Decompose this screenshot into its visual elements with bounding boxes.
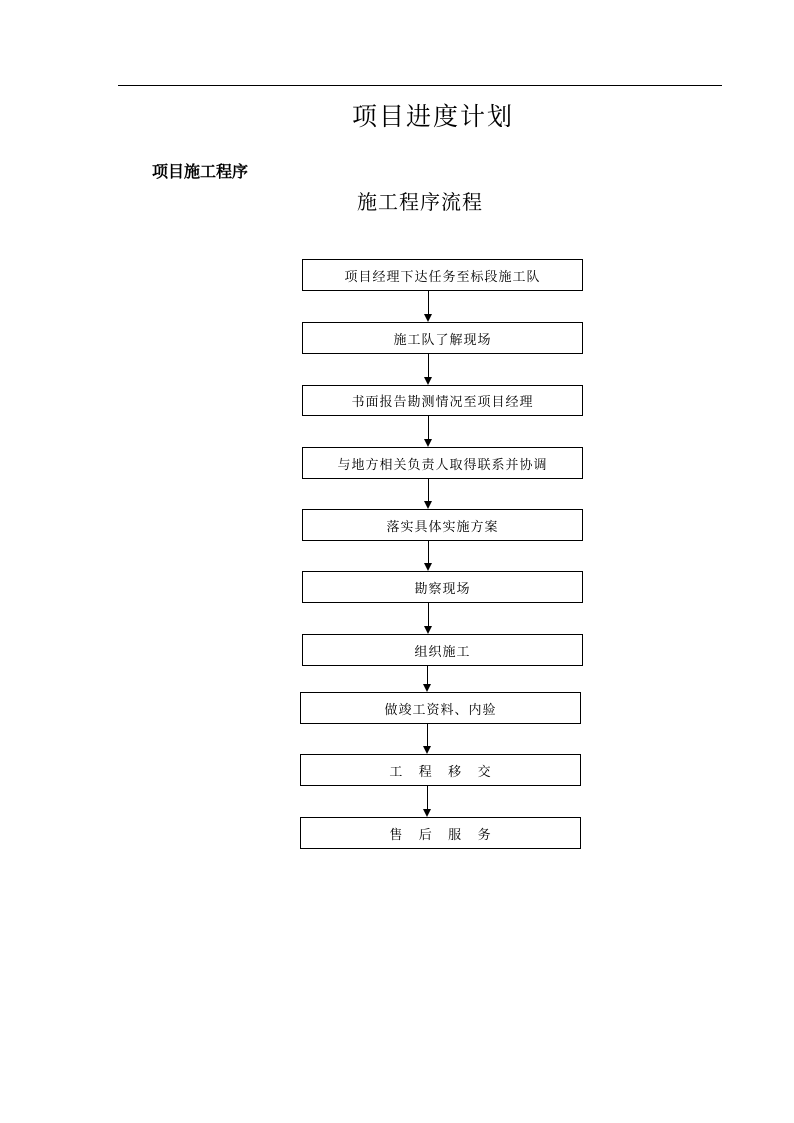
flow-arrow-7 xyxy=(427,666,428,684)
flow-arrow-5 xyxy=(428,541,429,563)
flow-step-6: 勘察现场 xyxy=(302,571,583,603)
flow-arrowhead-7 xyxy=(423,684,431,692)
flow-arrowhead-2 xyxy=(424,377,432,385)
flow-step-7: 组织施工 xyxy=(302,634,583,666)
flow-arrowhead-5 xyxy=(424,563,432,571)
flow-arrow-1 xyxy=(428,291,429,314)
flow-arrow-6 xyxy=(428,603,429,626)
flow-step-3: 书面报告勘测情况至项目经理 xyxy=(302,385,583,416)
flow-arrowhead-8 xyxy=(423,746,431,754)
document-title: 项目进度计划 xyxy=(351,102,514,131)
flow-arrowhead-6 xyxy=(424,626,432,634)
flow-arrow-9 xyxy=(427,786,428,809)
flow-step-9: 工 程 移 交 xyxy=(300,754,581,786)
flow-arrowhead-9 xyxy=(423,809,431,817)
flow-step-5: 落实具体实施方案 xyxy=(302,509,583,541)
flow-arrowhead-4 xyxy=(424,501,432,509)
header-rule xyxy=(118,85,722,86)
flowchart-title: 施工程序流程 xyxy=(357,190,483,214)
flow-arrow-3 xyxy=(428,416,429,439)
flow-arrowhead-1 xyxy=(424,314,432,322)
flow-arrowhead-3 xyxy=(424,439,432,447)
flow-arrow-8 xyxy=(427,724,428,746)
flow-arrow-2 xyxy=(428,354,429,377)
flow-step-10: 售 后 服 务 xyxy=(300,817,581,849)
flow-step-1: 项目经理下达任务至标段施工队 xyxy=(302,259,583,291)
flow-step-2: 施工队了解现场 xyxy=(302,322,583,354)
section-heading: 项目施工程序 xyxy=(152,162,249,181)
flow-arrow-4 xyxy=(428,479,429,501)
flow-step-4: 与地方相关负责人取得联系并协调 xyxy=(302,447,583,479)
flow-step-8: 做竣工资料、内验 xyxy=(300,692,581,724)
